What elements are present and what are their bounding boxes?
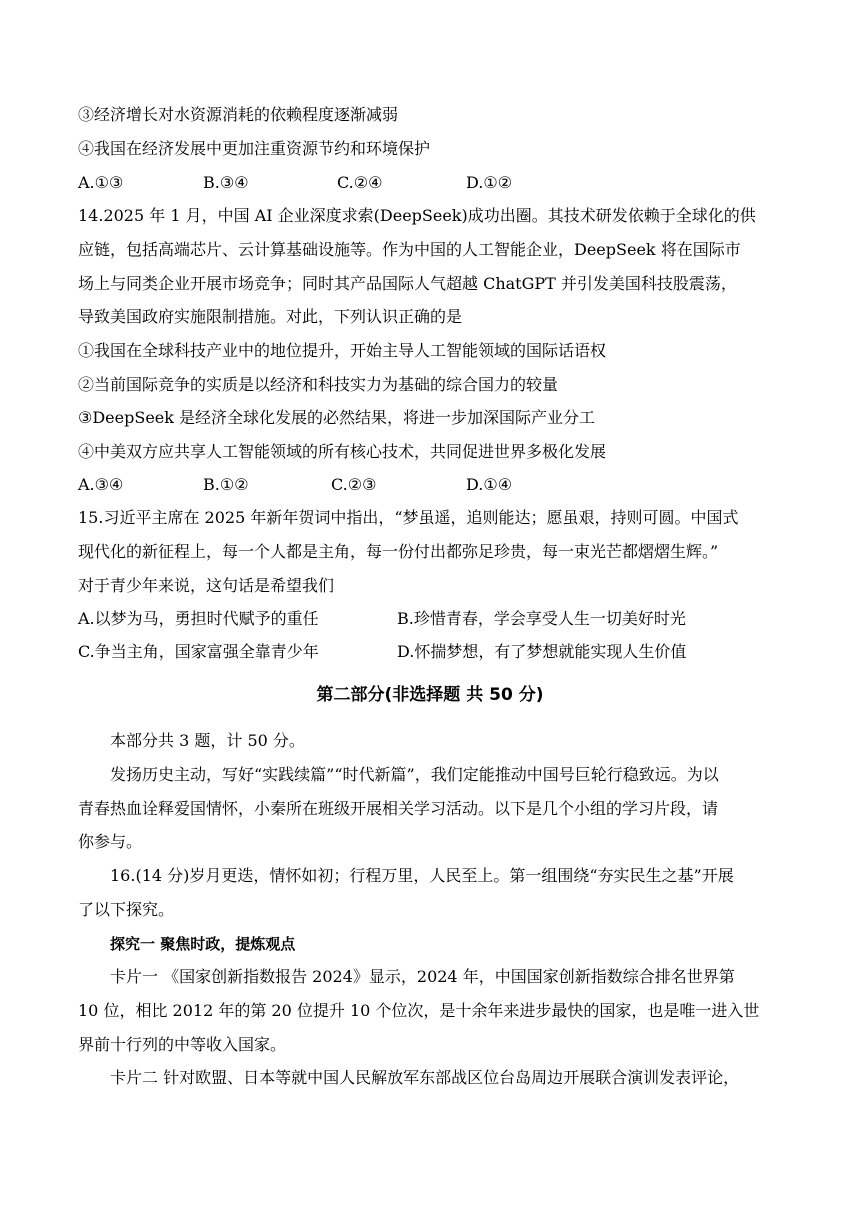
q14-stem-line: 14.2025 年 1 月，中国 AI 企业深度求索(DeepSeek)成功出圈。其技术研发依赖于全球化的供 [78, 206, 756, 225]
q15-option-a: A.以梦为马，勇担时代赋予的重任 [78, 609, 319, 628]
q13-option-a: A.①③ [78, 173, 124, 192]
q15-stem-line: 对于青少年来说，这句话是希望我们 [78, 576, 335, 595]
q14-item-3: ③DeepSeek 是经济全球化发展的必然结果，将进一步加深国际产业分工 [78, 408, 596, 427]
q15-option-d: D.怀揣梦想，有了梦想就能实现人生价值 [397, 642, 687, 661]
q14-stem-line: 导致美国政府实施限制措施。对此，下列认识正确的是 [78, 307, 463, 326]
q16-card1-line: 卡片一 《国家创新指数报告 2024》显示，2024 年，中国国家创新指数综合排名世界第 [110, 967, 735, 986]
part2-summary: 本部分共 3 题，计 50 分。 [110, 731, 305, 750]
q14-option-d: D.①④ [466, 475, 513, 494]
q13-option-b: B.③④ [203, 173, 249, 192]
q14-option-a: A.③④ [78, 475, 124, 494]
q16-card1-line: 界前十行列的中等收入国家。 [78, 1035, 287, 1054]
part2-intro-line: 你参与。 [78, 832, 143, 851]
q14-item-2: ②当前国际竞争的实质是以经济和科技实力为基础的综合国力的较量 [78, 375, 559, 394]
part2-intro-line: 发扬历史主动，写好“实践续篇”“时代新篇”，我们定能推动中国号巨轮行稳致远。为以 [110, 765, 719, 784]
part2-intro-line: 青春热血诠释爱国情怀，小秦所在班级开展相关学习活动。以下是几个小组的学习片段，请 [78, 799, 719, 818]
q16-card2-line: 卡片二 针对欧盟、日本等就中国人民解放军东部战区位台岛周边开展联合演训发表评论， [110, 1068, 740, 1087]
q13-option-c: C.②④ [337, 173, 383, 192]
q16-explore-title: 探究一 聚焦时政，提炼观点 [110, 935, 296, 953]
q16-card1-line: 10 位，相比 2012 年的第 20 位提升 10 个位次，是十余年来进步最快的国家，也是唯一进入世 [78, 1001, 760, 1020]
q15-stem-line: 现代化的新征程上，每一个人都是主角，每一份付出都弥足珍贵，每一束光芒都熠熠生辉。” [78, 542, 719, 561]
q13-option-d: D.①② [466, 173, 513, 192]
part2-title: 第二部分(非选择题 共 50 分) [316, 685, 544, 705]
q14-item-4: ④中美双方应共享人工智能领域的所有核心技术，共同促进世界多极化发展 [78, 442, 607, 461]
q14-stem-line: 场上与同类企业开展市场竞争；同时其产品国际人气超越 ChatGPT 并引发美国科技股震荡， [78, 274, 737, 293]
q15-option-b: B.珍惜青春，学会享受人生一切美好时光 [397, 609, 686, 628]
q14-option-c: C.②③ [331, 475, 377, 494]
q15-stem-line: 15.习近平主席在 2025 年新年贺词中指出，“梦虽遥，追则能达；愿虽艰，持则可圆。中国式 [78, 508, 739, 527]
q16-stem-line: 16.(14 分)岁月更迭，情怀如初；行程万里，人民至上。第一组围绕“夯实民生之基”开展 [110, 866, 734, 885]
q13-item-3: ③经济增长对水资源消耗的依赖程度逐渐减弱 [78, 105, 399, 124]
q13-item-4: ④我国在经济发展中更加注重资源节约和环境保护 [78, 139, 431, 158]
q14-option-b: B.①② [203, 475, 249, 494]
q15-option-c: C.争当主角，国家富强全靠青少年 [78, 642, 319, 661]
q16-stem-line: 了以下探究。 [78, 900, 175, 919]
q14-item-1: ①我国在全球科技产业中的地位提升，开始主导人工智能领域的国际话语权 [78, 341, 607, 360]
q14-stem-line: 应链，包括高端芯片、云计算基础设施等。作为中国的人工智能企业，DeepSeek 将在国际市 [78, 240, 741, 259]
